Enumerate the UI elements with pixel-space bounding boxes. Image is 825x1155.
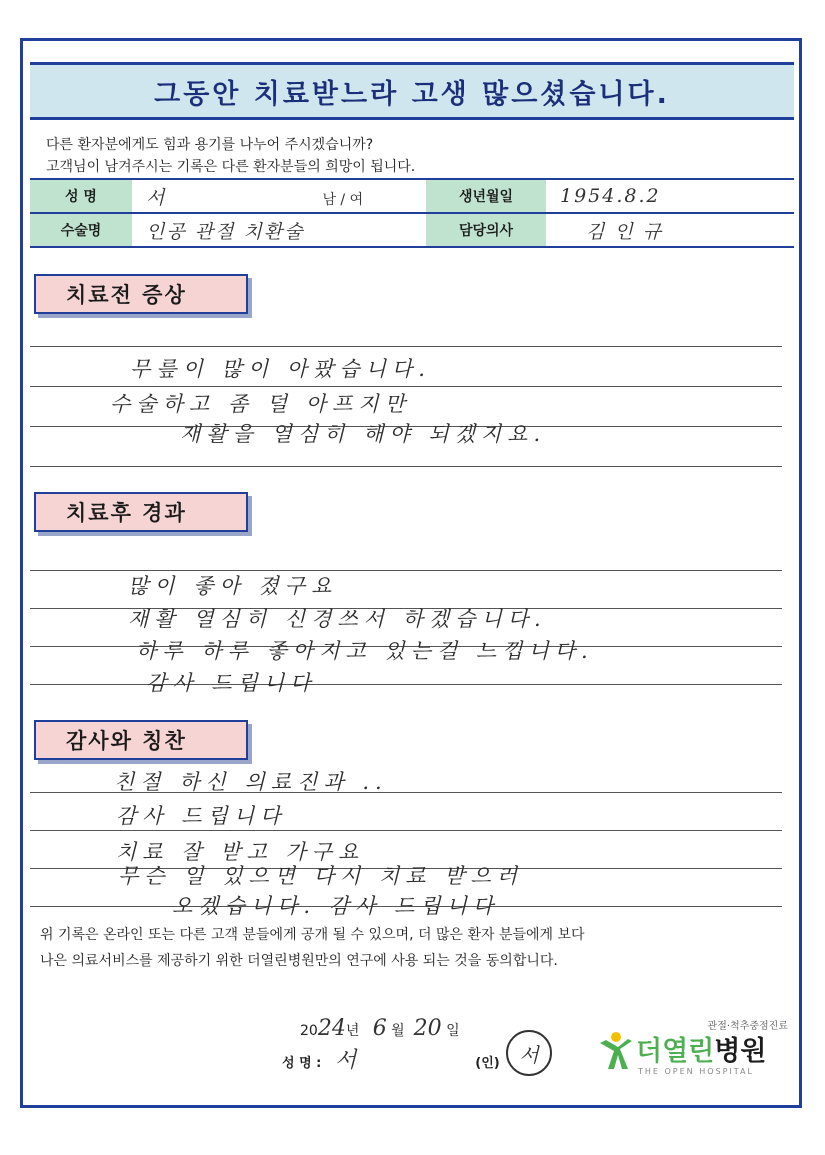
consent-line-1: 위 기록은 온라인 또는 다른 고객 분들에게 공개 될 수 있으며, 더 많은 환자 분들에게 보다	[40, 927, 585, 943]
signature-name-hw: 서	[334, 1048, 357, 1073]
handwritten-line: 감사 드립니다	[146, 671, 317, 695]
date-line	[300, 1016, 460, 1041]
seal-label: (인)	[475, 1056, 500, 1071]
handwritten-line: 무릎이 많이 아팠습니다.	[130, 357, 431, 381]
gender-select: 남 / 여	[322, 191, 364, 208]
birth-value: 1954.8.2	[546, 179, 794, 213]
date-day-hw: 20	[413, 1016, 442, 1041]
handwritten-line: 수술하고 좀 덜 아프지만	[110, 392, 411, 416]
date-year-hw: 24	[317, 1016, 346, 1041]
name-value	[132, 179, 426, 213]
name-label: 성 명	[30, 179, 132, 213]
section-title-after: 치료후 경과	[34, 492, 248, 532]
date-month-unit: 월	[391, 1023, 405, 1039]
handwritten-line: 친절 하신 의료진과 ..	[114, 770, 388, 794]
birth-label: 생년월일	[426, 179, 546, 213]
name-handwriting: 서	[146, 186, 167, 209]
handwritten-line: 하루 하루 좋아지고 있는걸 느낍니다.	[136, 639, 594, 663]
seal-signature: 서	[506, 1030, 552, 1076]
patient-info-table	[30, 178, 794, 248]
logo-tagline: 관절·척추중점진료	[707, 1021, 788, 1032]
signature-label: 성 명 :	[282, 1056, 322, 1071]
open-person-icon	[598, 1031, 634, 1071]
rule	[30, 346, 782, 347]
date-year-unit: 년	[345, 1023, 360, 1039]
consent-line-2: 나은 의료서비스를 제공하기 위한 더열린병원만의 연구에 사용 되는 것을 동의합니다.	[40, 953, 558, 969]
surgery-label: 수술명	[30, 213, 132, 247]
info-row-2	[30, 213, 794, 247]
handwritten-line: 재활 열심히 신경쓰서 하겠습니다.	[128, 607, 547, 631]
handwritten-line: 많이 좋아 졌구요	[128, 574, 338, 598]
surgery-value: 인공 관절 치환술	[132, 213, 426, 247]
rule	[30, 386, 782, 387]
handwritten-line: 재활을 열심히 해야 되겠지요.	[180, 422, 547, 446]
logo-subtitle: THE OPEN HOSPITAL	[638, 1067, 754, 1076]
intro-line-2: 고객님이 남겨주시는 기록은 다른 환자분들의 희망이 됩니다.	[46, 159, 416, 175]
intro-line-1: 다른 환자분에게도 힘과 용기를 나누어 주시겠습니까?	[46, 137, 374, 153]
date-prefix: 20	[300, 1023, 318, 1039]
logo-name-b: 병원	[714, 1036, 767, 1067]
doctor-value: 김 인 규	[546, 213, 794, 247]
rule	[30, 830, 782, 831]
page-title: 그동안 치료받느라 고생 많으셨습니다.	[154, 78, 670, 110]
rule	[30, 466, 782, 467]
section-title-before: 치료전 증상	[34, 274, 248, 314]
handwritten-line: 오겠습니다. 감사 드립니다	[172, 894, 500, 918]
info-row-1	[30, 179, 794, 213]
section-title-thanks: 감사와 칭찬	[34, 720, 248, 760]
logo-name	[636, 1029, 766, 1068]
date-month-hw: 6	[372, 1016, 387, 1041]
signature-line	[282, 1043, 500, 1074]
rule	[30, 684, 782, 685]
handwritten-line: 감사 드립니다	[116, 804, 287, 828]
hospital-logo	[598, 1017, 788, 1077]
logo-name-a: 더열린	[636, 1036, 715, 1067]
handwritten-line: 치료 잘 받고 가구요	[116, 840, 365, 864]
title-band	[30, 62, 794, 120]
doctor-label: 담당의사	[426, 213, 546, 247]
handwritten-line: 무슨 일 있으면 다시 치료 받으러	[118, 864, 524, 888]
date-day-unit: 일	[446, 1023, 460, 1039]
